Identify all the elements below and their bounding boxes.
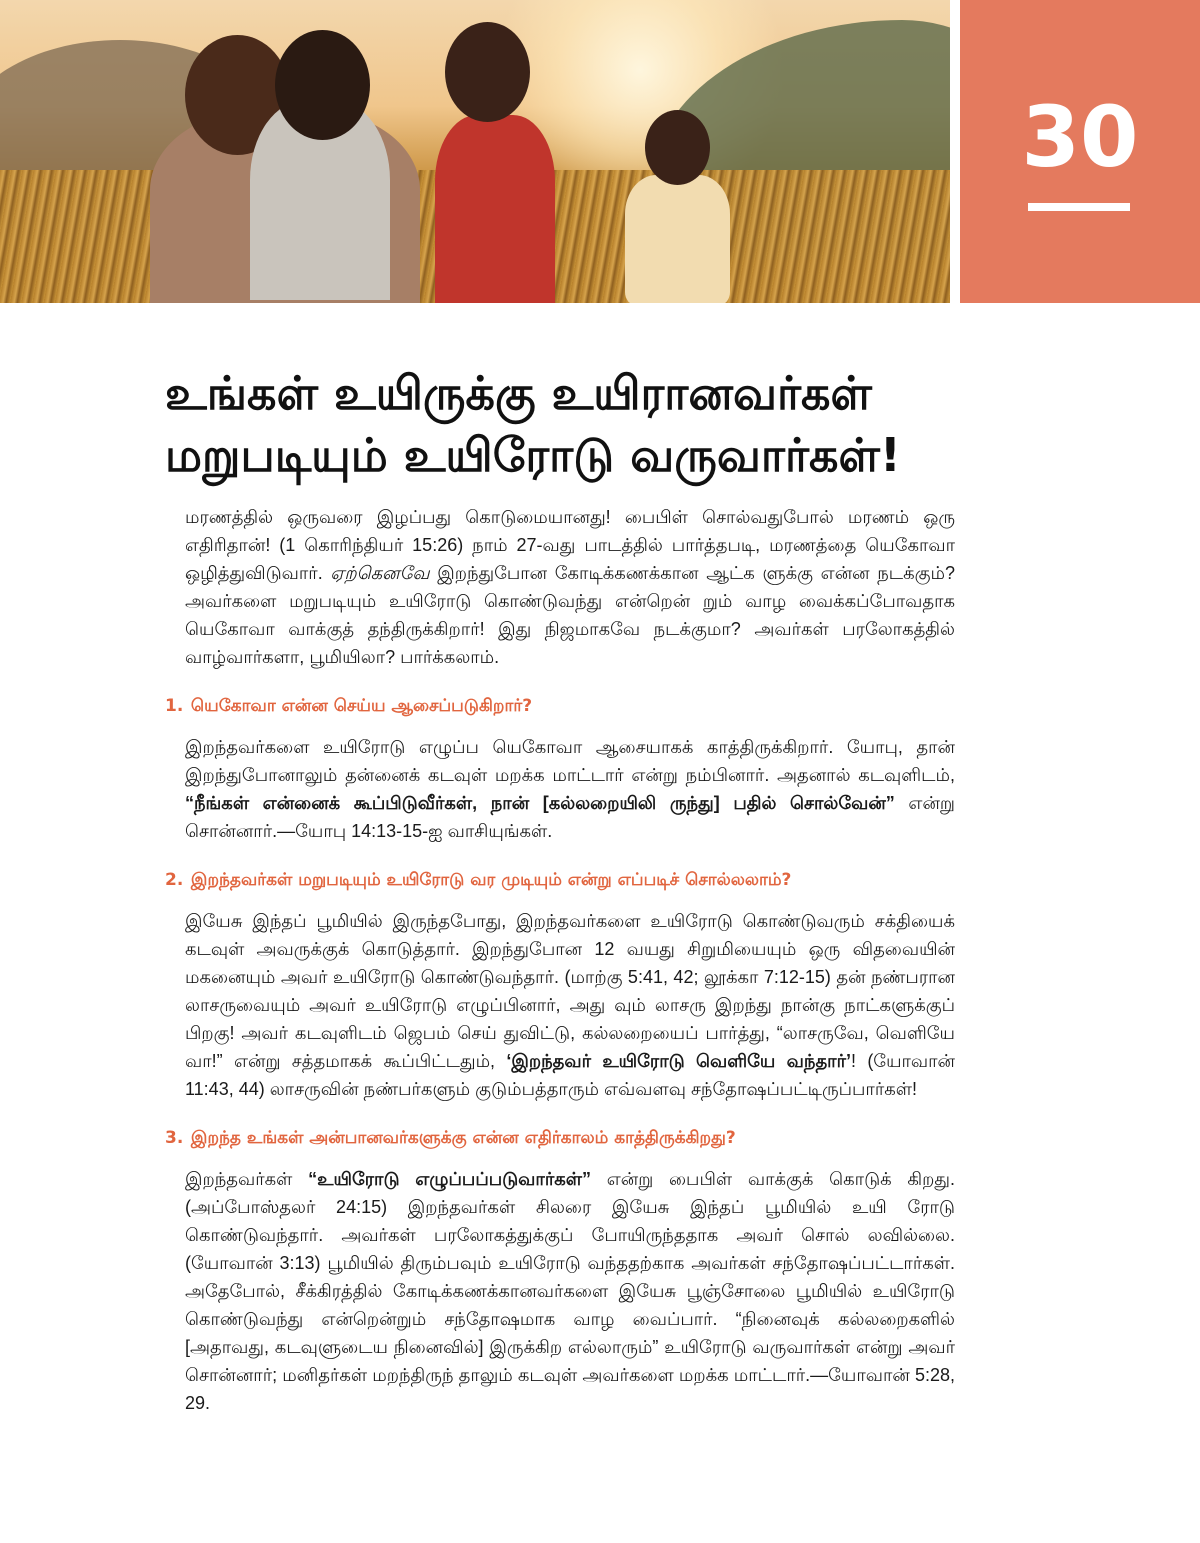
question-1-text: யெகோவா என்ன செய்ய ஆசைப்படுகிறார்? <box>190 696 533 716</box>
section-1-bold-quote: “நீங்கள் என்னைக் கூப்பிடுவீர்கள், நான் [கல்லறையிலி ருந்து] பதில் சொல்வேன்” <box>185 793 895 813</box>
hero-family-photo <box>0 0 950 303</box>
question-2-heading <box>165 867 955 893</box>
title-line-2: மறுபடியும் உயிரோடு வருவார்கள்! <box>165 428 901 482</box>
question-2-text: இறந்தவர்கள் மறுபடியும் உயிரோடு வர முடியும் என்று எப்படிச் சொல்லலாம்? <box>190 870 792 890</box>
page-title <box>165 362 985 486</box>
daughter-head <box>645 110 710 185</box>
intro-text-2: இறந்துபோன கோடிக்கணக்கான ஆட்க ளுக்கு என்ன நடக்கும்? அவர்களை மறுபடியும் உயிரோடு கொண்டுவந்து என்றென் றும் வாழ வைக்கப்போவதாக யெகோவா வாக்குத் தந்திருக்கிறார்! இது நிஜமாகவே நடக்குமா? அவர்கள் பரலோகத்தில் வாழ்வார்களா, பூமியிலா? பார்க்கலாம். <box>185 563 955 667</box>
question-1-heading <box>165 693 955 719</box>
intro-text-1: மரணத்தில் ஒருவரை இழப்பது கொடுமையானது! பைபிள் சொல்வதுபோல் மரணம் ஒரு எதிரிதான்! (1 கொரிந்தியர் 15:26) நாம் 27-வது பாடத்தில் பார்த்தபடி, மரணத்தை யெகோவா ஒழித்துவிடுவார். <box>185 507 955 583</box>
section-3-text-2: என்று பைபிள் வாக்குக் கொடுக் கிறது. (அப்போஸ்தலர் 24:15) இறந்தவர்கள் சிலரை இயேசு இந்தப் பூமியில் உயி ரோடு கொண்டுவந்தார். அவர்கள் பரலோகத்துக்குப் போயிருந்ததாக அவர் சொல் லவில்லை. (யோவான் 3:13) பூமியில் திரும்பவும் உயிரோடு வந்ததற்காக அவர்கள் சந்தோஷப்பட்டார்கள். அதேபோல், சீக்கிரத்தில் கோடிக்கணக்கானவர்களை இயேசு பூஞ்சோலை பூமியில் உயிரோடு கொண்டுவந்து என்றென்றும் சந்தோஷமாக வாழ வைப்பார். “நினைவுக் கல்லறைகளில் [அதாவது, கடவுளுடைய நினைவில்] இருக்கிற எல்லாரும்” உயிரோடு வருவார்கள் என்று அவர் சொன்னார்; மனிதர்கள் மறந்திருந் தாலும் கடவுள் அவர்களை மறக்க மாட்டார்.—யோவான் 5:28, 29. <box>185 1169 955 1413</box>
title-line-1: உங்கள் உயிருக்கு உயிரானவர்கள் <box>165 366 872 420</box>
section-3-text-1: இறந்தவர்கள் <box>185 1169 309 1189</box>
question-3-heading <box>165 1125 955 1151</box>
son-head <box>275 30 370 140</box>
section-1-paragraph <box>165 733 955 845</box>
section-1-text-2: என்று சொன்னார்.—யோபு 14:13-15-ஐ வாசியுங்கள். <box>185 793 955 841</box>
section-2-paragraph <box>165 907 955 1103</box>
intro-paragraph <box>165 503 955 671</box>
question-3-number: 3. <box>165 1128 184 1148</box>
mother-head <box>445 22 530 122</box>
section-3-bold-quote: “உயிரோடு எழுப்பப்படுவார்கள்” <box>308 1169 591 1189</box>
daughter-figure <box>625 175 730 303</box>
mother-figure <box>435 115 555 303</box>
question-2-number: 2. <box>165 870 184 890</box>
lesson-number-underline <box>1028 203 1130 211</box>
section-2-text-2: ! (யோவான் 11:43, 44) லாசருவின் நண்பர்களும் குடும்பத்தாரும் எவ்வளவு சந்தோஷப்பட்டிருப்பார்கள்! <box>185 1051 956 1099</box>
intro-italic: ஏற்கெனவே <box>330 563 430 583</box>
question-1-number: 1. <box>165 696 184 716</box>
lesson-content <box>165 503 955 1417</box>
section-2-text-1: இயேசு இந்தப் பூமியில் இருந்தபோது, இறந்தவர்களை உயிரோடு கொண்டுவரும் சக்தியைக் கடவுள் அவருக்குக் கொடுத்தார். இறந்துபோன 12 வயது சிறுமியையும் ஒரு விதவையின் மகனையும் அவர் உயிரோடு கொண்டுவந்தார். (மாற்கு 5:41, 42; லூக்கா 7:12-15) தன் நண்பரான லாசருவையும் அவர் உயிரோடு எழுப்பினார், அது வும் லாசரு இறந்து நான்கு நாட்களுக்குப் பிறகு! அவர் கடவுளிடம் ஜெபம் செய் துவிட்டு, கல்லறையைப் பார்த்து, “லாசருவே, வெளியே வா!” என்று சத்தமாகக் கூப்பிட்டதும், <box>185 911 955 1071</box>
question-3-text: இறந்த உங்கள் அன்பானவர்களுக்கு என்ன எதிர்காலம் காத்திருக்கிறது? <box>190 1128 736 1148</box>
lesson-number: 30 <box>1021 88 1139 186</box>
section-1-text-1: இறந்தவர்களை உயிரோடு எழுப்ப யெகோவா ஆசையாகக் காத்திருக்கிறார். யோபு, தான் இறந்துபோனாலும் தன்னைக் கடவுள் மறக்க மாட்டார் என்று நம்பினார். அதனால் கடவுளிடம், <box>185 737 955 785</box>
section-3-paragraph <box>165 1165 955 1417</box>
section-2-bold-quote: ‘இறந்தவர் உயிரோடு வெளியே வந்தார்’ <box>506 1051 851 1071</box>
lesson-number-block <box>960 0 1200 303</box>
